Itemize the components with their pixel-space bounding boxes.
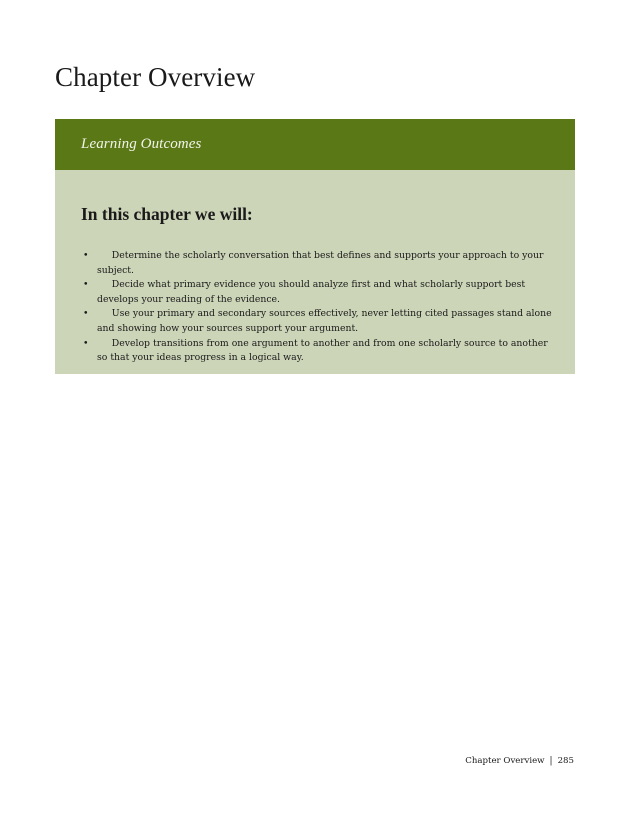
list-item-text: Decide what primary evidence you should analyze first and what scholarly support best develops your reading of the evidence.: [97, 279, 526, 305]
list-item-text: Determine the scholarly conversation that best defines and supports your approach to your subject.: [97, 250, 544, 276]
learning-outcomes-title: Learning Outcomes: [81, 136, 202, 152]
learning-outcomes-body: [55, 170, 575, 366]
page-footer: [465, 756, 574, 766]
bullet-icon: •: [83, 308, 89, 320]
list-item: [81, 337, 553, 366]
list-item: [81, 307, 553, 336]
footer-running-title: Chapter Overview: [465, 756, 545, 766]
learning-outcomes-intro: In this chapter we will:: [81, 204, 253, 224]
list-item-text: Use your primary and secondary sources effectively, never letting cited passages stand alone and showing how your sources support your argument.: [97, 308, 552, 334]
learning-outcomes-box: [55, 119, 575, 374]
learning-outcomes-header: [55, 119, 575, 170]
list-item-text: Develop transitions from one argument to another and from one scholarly source to another so that your ideas progress in a logical way.: [97, 337, 548, 364]
learning-outcomes-list: [81, 249, 553, 366]
bullet-icon: •: [83, 250, 89, 261]
bullet-icon: •: [83, 279, 89, 291]
list-item: [81, 278, 553, 307]
page-number: 285: [557, 756, 574, 766]
list-item: [81, 249, 553, 278]
footer-separator: |: [549, 756, 553, 766]
page-title: Chapter Overview: [55, 62, 256, 92]
bullet-icon: •: [83, 337, 89, 349]
